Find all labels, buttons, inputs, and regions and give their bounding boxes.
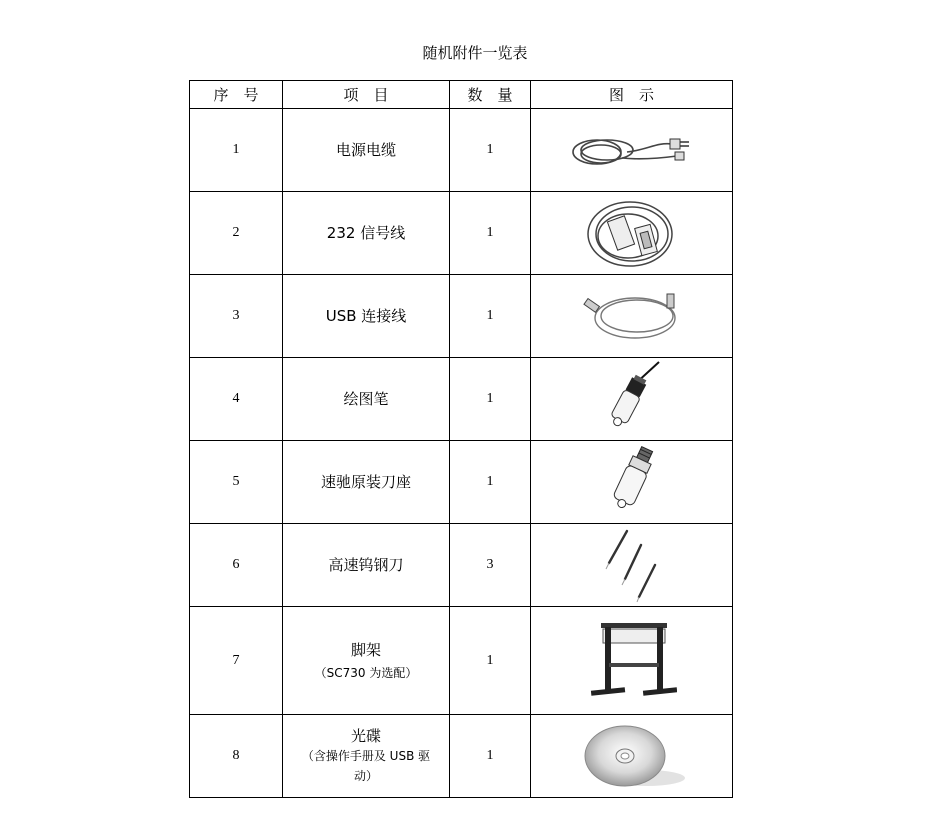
row-image [531, 441, 733, 524]
plotter-pen-icon [597, 360, 667, 438]
stand-icon [587, 619, 677, 703]
row-number: 3 [190, 275, 283, 358]
row-item-name: 高速钨钢刀 [283, 524, 450, 607]
row-image [531, 358, 733, 441]
row-number: 2 [190, 192, 283, 275]
row-quantity: 3 [450, 524, 531, 607]
row-quantity: 1 [450, 109, 531, 192]
row-item-cell [283, 715, 450, 798]
header-image: 图 示 [531, 81, 733, 109]
row-number: 4 [190, 358, 283, 441]
row-item-name: 光碟 [350, 727, 381, 745]
row-quantity: 1 [450, 358, 531, 441]
table-row [190, 441, 733, 524]
usb-cable-icon [577, 284, 687, 348]
table-row [190, 192, 733, 275]
row-image [531, 109, 733, 192]
row-number: 7 [190, 607, 283, 715]
row-image [531, 192, 733, 275]
row-image [531, 275, 733, 358]
table-row [190, 524, 733, 607]
row-quantity: 1 [450, 715, 531, 798]
row-number: 8 [190, 715, 283, 798]
header-qty: 数 量 [450, 81, 531, 109]
row-number: 6 [190, 524, 283, 607]
blade-holder-icon [597, 444, 667, 520]
row-quantity: 1 [450, 275, 531, 358]
row-item-name: 脚架 [350, 640, 381, 659]
blades-icon [597, 527, 667, 603]
row-item-cell [283, 607, 450, 715]
row-quantity: 1 [450, 607, 531, 715]
header-index: 序 号 [190, 81, 283, 109]
row-item-note: （含操作手册及 USB 驱动） [301, 749, 431, 783]
row-quantity: 1 [450, 441, 531, 524]
table-row [190, 109, 733, 192]
row-item-name: USB 连接线 [283, 275, 450, 358]
serial-cable-icon [582, 196, 682, 270]
table-row [190, 715, 733, 798]
row-quantity: 1 [450, 192, 531, 275]
row-image [531, 715, 733, 798]
row-item-name: 232 信号线 [283, 192, 450, 275]
table-header-row [190, 81, 733, 109]
table-row [190, 275, 733, 358]
row-number: 1 [190, 109, 283, 192]
row-item-name: 绘图笔 [283, 358, 450, 441]
row-item-name: 速驰原装刀座 [283, 441, 450, 524]
cd-icon [577, 720, 687, 792]
table-row [190, 358, 733, 441]
table-row [190, 607, 733, 715]
row-image [531, 524, 733, 607]
row-number: 5 [190, 441, 283, 524]
header-item: 项 目 [283, 81, 450, 109]
row-item-note: （SC730 为选配） [314, 665, 418, 680]
page-title: 随机附件一览表 [422, 44, 528, 62]
row-item-name: 电源电缆 [283, 109, 450, 192]
accessories-table [189, 80, 733, 798]
power-cable-icon [567, 120, 697, 180]
row-image [531, 607, 733, 715]
